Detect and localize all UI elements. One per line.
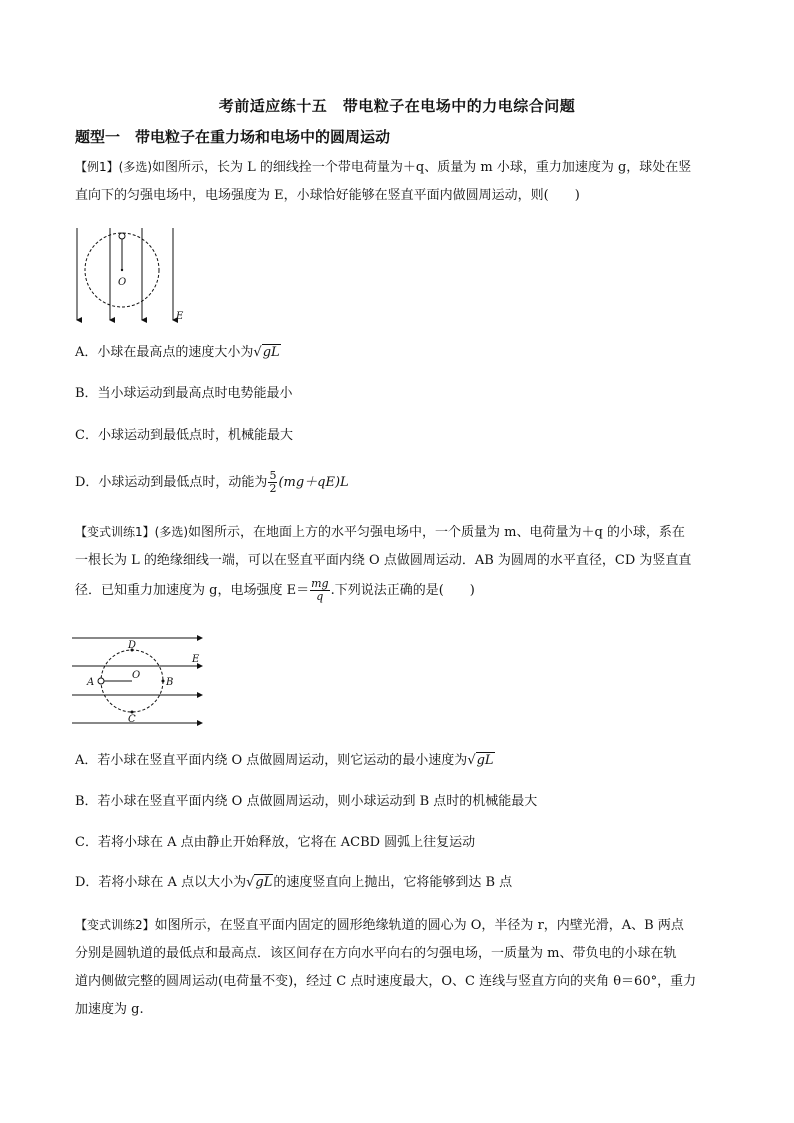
center-label-O: O	[118, 277, 127, 288]
example1-line2: 直向下的匀强电场中，电场强度为 E，小球恰好能够在竖直平面内做圆周运动，则( )	[75, 188, 580, 203]
label-E: E	[192, 654, 200, 665]
example1-option-a[interactable]	[75, 343, 281, 363]
sqrt-icon: √gL	[246, 875, 273, 890]
label-A: A	[87, 677, 95, 688]
variant1-tag: 【变式训练1】	[75, 525, 155, 539]
label-C: C	[128, 714, 136, 725]
example1-multi: (多选)	[118, 160, 153, 174]
center-dot	[121, 269, 123, 271]
option-d-tail: 的速度竖直向上抛出，它将能够到达 B 点	[273, 875, 513, 890]
example1-figure	[70, 222, 190, 324]
variant1-line3a: 径．已知重力加速度为 g，电场强度 E＝	[75, 583, 310, 598]
variant2-line3: 道内侧做完整的圆周运动(电荷量不变)，经过 C 点时速度最大，O、C 连线与竖直方向的夹角 θ＝60°，重力	[75, 974, 697, 989]
field-fraction: $\frac{mg}{q}$	[311, 577, 329, 603]
variant1-option-b[interactable]: B．若小球在竖直平面内绕 O 点做圆周运动，则小球运动到 B 点时的机械能最大	[75, 794, 538, 809]
example1-option-b[interactable]: B．当小球运动到最高点时电势能最小	[75, 386, 293, 401]
variant2-line4: 加速度为 g.	[75, 1002, 144, 1017]
sqrt-icon: √gL	[467, 753, 494, 768]
variant1-option-d[interactable]	[75, 873, 512, 893]
point-B	[162, 680, 165, 683]
fraction: $\frac{5}{2}$	[269, 469, 277, 495]
option-a-text: A．若小球在竖直平面内绕 O 点做圆周运动，则它运动的最小速度为	[75, 753, 468, 768]
example1-line1: 如图所示，长为 L 的细线拴一个带电荷量为＋q、质量为 m 小球，重力加速度为 g，球处在竖	[152, 160, 692, 175]
variant1-line3b: .下列说法正确的是( )	[330, 583, 475, 598]
variant1-line2: 一根长为 L 的绝缘细线一端，可以在竖直平面内绕 O 点做圆周运动．AB 为圆周的水平直径，CD 为竖直直	[75, 553, 692, 568]
label-B: B	[166, 677, 174, 688]
variant1-option-a[interactable]	[75, 751, 495, 771]
example1-tag: 【例1】	[75, 160, 119, 174]
ball	[119, 233, 125, 239]
variant1-stem	[75, 518, 723, 605]
variant1-figure	[72, 633, 212, 728]
page-title: 考前适应练十五 带电粒子在电场中的力电综合问题	[218, 97, 576, 115]
label-D: D	[128, 640, 137, 651]
field-label-E: E	[176, 311, 184, 322]
label-O: O	[132, 670, 141, 681]
sqrt-icon: √gL	[253, 345, 280, 360]
ball-2	[98, 678, 104, 684]
variant1-line1: 如图所示，在地面上方的水平匀强电场中，一个质量为 m、电荷量为＋q 的小球，系在	[188, 525, 685, 540]
example1-option-c[interactable]: C．小球运动到最低点时，机械能最大	[75, 428, 293, 443]
option-d-text: D．若将小球在 A 点以大小为	[75, 875, 247, 890]
section-heading: 题型一 带电粒子在重力场和电场中的圆周运动	[75, 128, 391, 146]
variant1-option-c[interactable]: C．若将小球在 A 点由静止开始释放，它将在 ACBD 圆弧上往复运动	[75, 835, 476, 850]
variant2-line1: 如图所示，在竖直平面内固定的圆形绝缘轨道的圆心为 O，半径为 r，内壁光滑，A、B 两点	[154, 918, 684, 933]
example1-option-d[interactable]	[75, 470, 349, 495]
option-d-text: D．小球运动到最低点时，动能为	[75, 475, 268, 490]
variant2-stem	[75, 911, 723, 1024]
variant2-tag: 【变式训练2】	[75, 918, 155, 932]
variant2-line2: 分别是圆轨道的最低点和最高点．该区间存在方向水平向右的匀强电场，一质量为 m、带负电的小球在轨	[75, 946, 677, 961]
example1-stem	[75, 153, 723, 210]
option-a-text: A．小球在最高点的速度大小为	[75, 345, 254, 360]
variant1-multi: (多选)	[154, 525, 189, 539]
option-d-tail: (mg＋qE)L	[278, 475, 349, 490]
